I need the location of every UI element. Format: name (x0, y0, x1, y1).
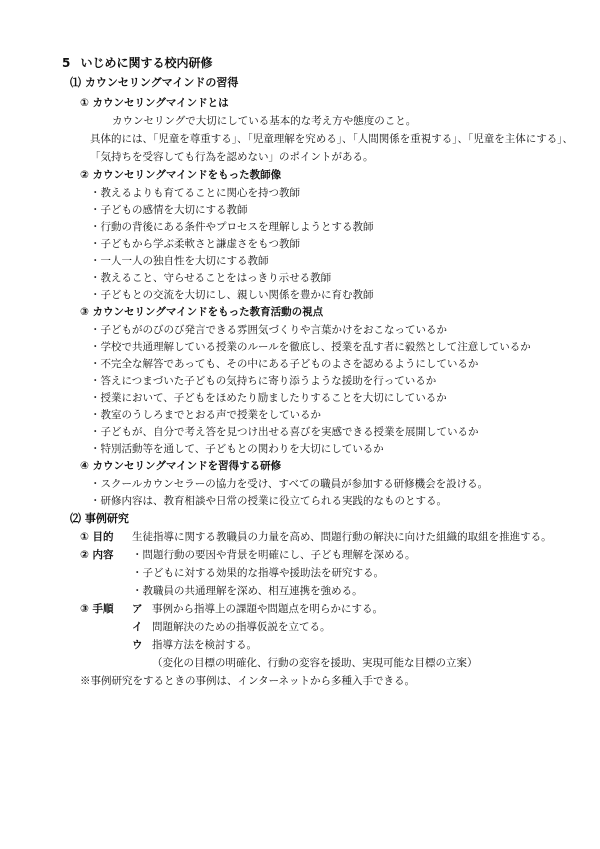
case-step-mark: イ (132, 621, 143, 633)
case-procedure-sub: （変化の目標の明確化、行動の変容を援助、実現可能な目標の立案） (152, 657, 478, 669)
activity-item: ・学校で共通理解している授業のルールを徹底し、授業を乱す者に毅然として注意しているか (90, 341, 531, 353)
case-content-label: ② 内容 (80, 549, 114, 561)
teacher-item: ・一人一人の独自性を大切にする教師 (90, 255, 269, 267)
case-step-text: 問題解決のための指導仮説を立てる。 (152, 621, 331, 633)
case-purpose-label: ① 目的 (80, 531, 114, 543)
case-step-mark: ウ (132, 639, 143, 651)
teacher-item: ・子どもから学ぶ柔軟さと謙虚さをもつ教師 (90, 238, 300, 250)
training-item: ・研修内容は、教育相談や日常の授業に役立てられる実践的なものとする。 (90, 495, 447, 507)
counseling-def-line3: 「気持ちを受容しても行為を認めない」のポイントがある。 (90, 151, 374, 163)
case-note: ※事例研究をするときの事例は、インターネットから多種入手できる。 (80, 675, 416, 687)
activity-item: ・不完全な解答であっても、その中にある子どものよさを認めるようにしているか (90, 358, 479, 370)
counseling-def-heading: ① カウンセリングマインドとは (80, 97, 229, 109)
case-step-text: 事例から指導上の課題や問題点を明らかにする。 (152, 603, 383, 615)
section-title-text: いじめに関する校内研修 (80, 56, 213, 70)
teacher-heading: ② カウンセリングマインドをもった教師像 (80, 169, 282, 181)
case-content-item: ・教職員の共通理解を深め、相互連携を強める。 (132, 585, 363, 597)
teacher-item: ・行動の背後にある条件やプロセスを理解しようとする教師 (90, 221, 374, 233)
activity-item: ・教室のうしろまでとおる声で授業をしているか (90, 409, 321, 421)
activity-item: ・答えにつまづいた子どもの気持ちに寄り添うような援助を行っているか (90, 375, 437, 387)
counseling-heading: ⑴ カウンセリングマインドの習得 (70, 76, 239, 89)
case-step-mark: ア (132, 603, 143, 615)
teacher-item: ・子どもの感情を大切にする教師 (90, 204, 248, 216)
activity-item: ・特別活動等を通して、子どもとの関わりを大切にしているか (90, 443, 384, 455)
teacher-item: ・教えるよりも育てることに関心を持つ教師 (90, 187, 300, 199)
case-step-text: 指導方法を検討する。 (152, 639, 257, 651)
activity-item: ・授業において、子どもをほめたり励ましたりすることを大切にしているか (90, 392, 447, 404)
teacher-item: ・子どもとの交流を大切にし、親しい関係を豊かに育む教師 (90, 289, 374, 301)
case-content-item: ・問題行動の要因や背景を明確にし、子ども理解を深める。 (132, 549, 416, 561)
case-content-item: ・子どもに対する効果的な指導や援助法を研究する。 (132, 567, 384, 579)
teacher-item: ・教えること、守らせることをはっきり示せる教師 (90, 272, 332, 284)
case-procedure-label: ③ 手順 (80, 603, 114, 615)
case-heading: ⑵ 事例研究 (70, 512, 129, 525)
section-number: 5 (62, 56, 71, 70)
training-item: ・スクールカウンセラーの協力を受け、すべての職員が参加する研修機会を設ける。 (90, 478, 489, 490)
section-title (62, 56, 213, 70)
counseling-def-line2: 具体的には、「児童を尊重する」、「児童理解を究める」、「人間関係を重視する」、「児童を主体にする」、 (90, 133, 573, 145)
activity-item: ・子どもがのびのび発言できる雰囲気づくりや言葉かけをおこなっているか (90, 324, 447, 336)
activity-item: ・子どもが、自分で考え答を見つけ出せる喜びを実感できる授業を展開しているか (90, 426, 479, 438)
training-heading: ④ カウンセリングマインドを習得する研修 (80, 460, 282, 472)
activity-heading: ③ カウンセリングマインドをもった教育活動の視点 (80, 306, 324, 318)
case-purpose-text: 生徒指導に関する教職員の力量を高め、問題行動の解決に向けた組織的取組を推進する。 (132, 531, 552, 543)
counseling-def-line1: カウンセリングで大切にしている基本的な考え方や態度のこと。 (112, 115, 417, 127)
